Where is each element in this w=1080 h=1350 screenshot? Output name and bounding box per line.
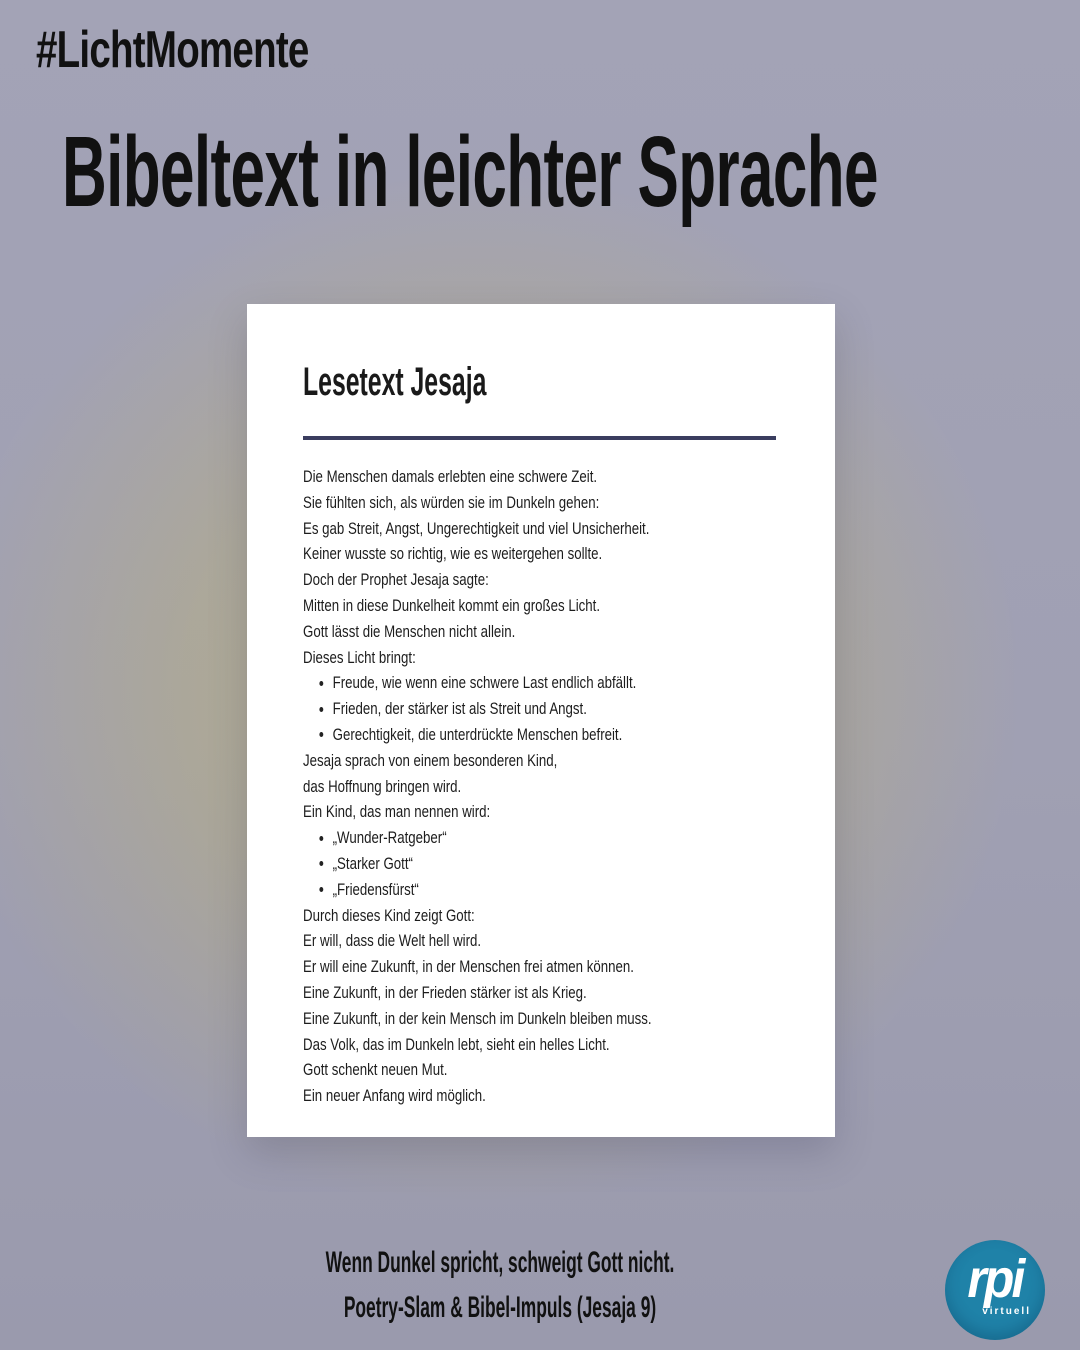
reading-line-text: Ein neuer Anfang wird möglich. [303,1086,486,1106]
rpi-virtuell-logo [945,1240,1045,1340]
reading-line [303,490,849,516]
footer-line-1: Wenn Dunkel spricht, schweigt Gott nicht. [325,1246,675,1279]
bullet-dot-icon [319,887,323,892]
reading-bullet-line [303,722,849,748]
reading-line [303,1006,849,1032]
reading-line [303,980,849,1006]
reading-bullet-line [303,670,849,696]
divider-rule [303,436,776,440]
reading-line [303,593,849,619]
reading-line-text: Es gab Streit, Angst, Ungerechtigkeit und viel Unsicherheit. [303,518,650,538]
reading-line-text: Dieses Licht bringt: [303,647,416,667]
reading-line-text: Eine Zukunft, in der kein Mensch im Dunkeln bleiben muss. [303,1008,652,1028]
reading-line [303,799,849,825]
bullet-dot-icon [319,732,323,737]
reading-line-text: Er will eine Zukunft, in der Menschen frei atmen können. [303,957,634,977]
reading-line-text: „Starker Gott“ [332,853,413,873]
reading-line-text: Ein Kind, das man nennen wird: [303,802,491,822]
reading-line [303,1057,849,1083]
reading-line-text: Die Menschen damals erlebten eine schwere Zeit. [303,467,598,486]
reading-line-text: Gott schenkt neuen Mut. [303,1060,448,1080]
reading-line-text: Keiner wusste so richtig, wie es weitergehen sollte. [303,544,603,564]
reading-line-text: Durch dieses Kind zeigt Gott: [303,905,475,925]
reading-line-text: Er will, dass die Welt hell wird. [303,931,482,951]
footer-line-2: Poetry-Slam & Bibel-Impuls (Jesaja 9) [343,1291,657,1324]
footer-caption [0,1240,1000,1330]
reading-line [303,567,849,593]
reading-line [303,928,849,954]
reading-line [303,774,849,800]
reading-line-text: Sie fühlten sich, als würden sie im Dunkeln gehen: [303,492,600,512]
reading-line-text: Jesaja sprach von einem besonderen Kind, [303,750,558,770]
reading-line-text: Mitten in diese Dunkelheit kommt ein großes Licht. [303,595,601,615]
bullet-dot-icon [319,681,323,686]
reading-line-text: „Wunder-Ratgeber“ [332,828,447,848]
logo-subtext: virtuell [982,1306,1031,1317]
reading-text [303,464,849,1109]
reading-card [247,304,835,1137]
reading-line-text: „Friedensfürst“ [332,879,419,899]
reading-line [303,516,849,542]
bullet-dot-icon [319,836,323,841]
reading-bullet-line [303,877,849,903]
reading-bullet-line [303,696,849,722]
bullet-dot-icon [319,861,323,866]
reading-line-text: Gott lässt die Menschen nicht allein. [303,621,516,641]
reading-line [303,954,849,980]
reading-line-text: das Hoffnung bringen wird. [303,776,462,796]
reading-line-text: Doch der Prophet Jesaja sagte: [303,570,489,590]
hashtag-label: #LichtMomente [36,21,309,79]
reading-line [303,645,849,671]
reading-line-text: Gerechtigkeit, die unterdrückte Menschen befreit. [332,724,623,744]
reading-line-text: Frieden, der stärker ist als Streit und Angst. [332,699,587,719]
bullet-dot-icon [319,707,323,712]
footer-caption-inner [210,1240,790,1330]
reading-line [303,903,849,929]
card-heading: Lesetext Jesaja [303,360,487,404]
logo-text: rpi [967,1249,1023,1309]
reading-line [303,748,849,774]
reading-line [303,1032,849,1058]
reading-line-text: Das Volk, das im Dunkeln lebt, sieht ein helles Licht. [303,1034,610,1054]
reading-line [303,541,849,567]
reading-line-text: Freude, wie wenn eine schwere Last endlich abfällt. [332,673,637,693]
reading-bullet-line [303,851,849,877]
reading-line [303,619,849,645]
page-title: Bibeltext in leichter Sprache [62,116,878,228]
reading-line [303,464,849,490]
reading-line [303,1083,849,1109]
reading-bullet-line [303,825,849,851]
reading-line-text: Eine Zukunft, in der Frieden stärker ist als Krieg. [303,982,587,1002]
